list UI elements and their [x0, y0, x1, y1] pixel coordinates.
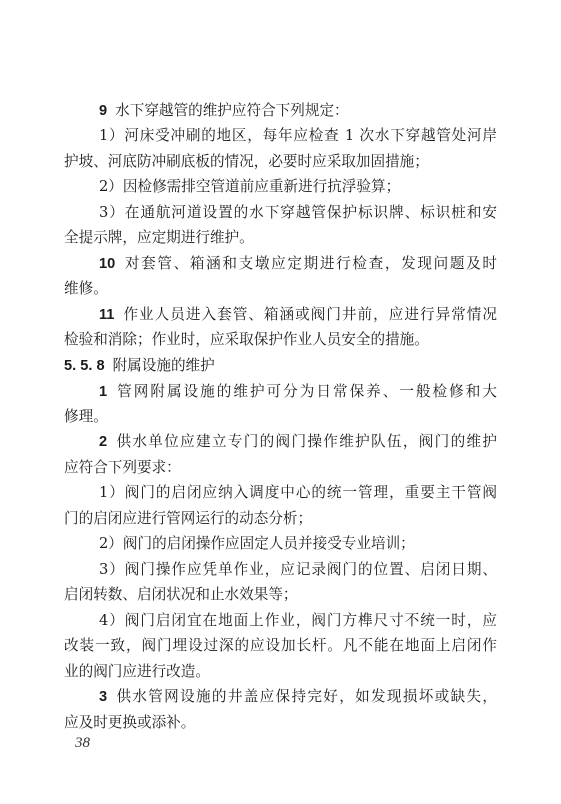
- clause-3-line2: 应及时更换或添补。: [64, 714, 196, 731]
- item-11-line1: [99, 305, 497, 325]
- clause-2-sub2: 2）阀门的启闭操作应固定人员并接受专业培训；: [99, 535, 415, 552]
- item-9-sub1-line1: 1）河床受冲刷的地区，每年应检查 1 次水下穿越管处河岸: [99, 127, 497, 144]
- clause-2-sub3-line1: 3）阀门操作应凭单作业，应记录阀门的位置、启闭日期、: [99, 561, 497, 578]
- section-title: 附属设施的维护: [112, 357, 215, 374]
- item-11-number: 11: [99, 307, 115, 323]
- clause-2-sub1-line1: 1）阀门的启闭应纳入调度中心的统一管理，重要主干管阀: [99, 484, 497, 501]
- clause-2-sub4-line1: 4）阀门启闭宜在地面上作业，阀门方榫尺寸不统一时，应: [99, 612, 497, 629]
- item-9-sub1-line2: 护坡、河底防冲刷底板的情况，必要时应采取加固措施；: [64, 153, 429, 170]
- item-9-sub2: 2）因检修需排空管道前应重新进行抗浮验算；: [99, 178, 401, 195]
- clause-1-text: 管网附属设施的维护可分为日常保养、一般检修和大: [115, 383, 497, 400]
- item-11-line2: 检验和消除；作业时，应采取保护作业人员安全的措施。: [64, 331, 429, 348]
- item-9-number: 9: [99, 103, 108, 119]
- item-10-number: 10: [99, 256, 116, 272]
- item-9-title: 水下穿越管的维护应符合下列规定：: [115, 102, 349, 119]
- section-number: 5. 5. 8: [64, 358, 105, 374]
- item-9-sub3-line1: 3）在通航河道设置的水下穿越管保护标识牌、标识桩和安: [99, 204, 497, 221]
- clause-2-number: 2: [99, 434, 108, 450]
- clause-2-sub1-line2: 门的启闭应进行管网运行的动态分析；: [64, 510, 313, 527]
- clause-2-sub4-line3: 业的阀门应进行改造。: [64, 663, 210, 680]
- item-11-text: 作业人员进入套管、箱涵或阀门井前，应进行异常情况: [122, 306, 497, 323]
- clause-2-line1: [99, 432, 497, 452]
- clause-1-line2: 修理。: [64, 408, 108, 425]
- page-number: 38: [75, 735, 90, 751]
- clause-1-number: 1: [99, 384, 108, 400]
- clause-3-line1: [99, 687, 497, 707]
- section-heading: [64, 356, 215, 376]
- item-9-sub3-line2: 全提示牌，应定期进行维护。: [64, 229, 254, 246]
- clause-2-sub4-line2: 改装一致，阀门埋设过深的应设加长杆。凡不能在地面上启闭作: [64, 637, 497, 654]
- clause-2-sub3-line2: 启闭转数、启闭状况和止水效果等；: [64, 586, 298, 603]
- clause-1-line1: [99, 382, 497, 402]
- item-10-text: 对套管、箱涵和支墩应定期进行检查，发现问题及时: [123, 255, 497, 272]
- item-10-line2: 维修。: [64, 280, 108, 297]
- clause-2-line2: 应符合下列要求：: [64, 459, 181, 476]
- clause-3-text: 供水管网设施的井盖应保持完好，如发现损坏或缺失，: [115, 688, 497, 705]
- clause-2-text: 供水单位应建立专门的阀门操作维护队伍，阀门的维护: [115, 433, 497, 450]
- item-10-line1: [99, 254, 497, 274]
- item-9-heading: [99, 101, 349, 121]
- clause-3-number: 3: [99, 689, 108, 705]
